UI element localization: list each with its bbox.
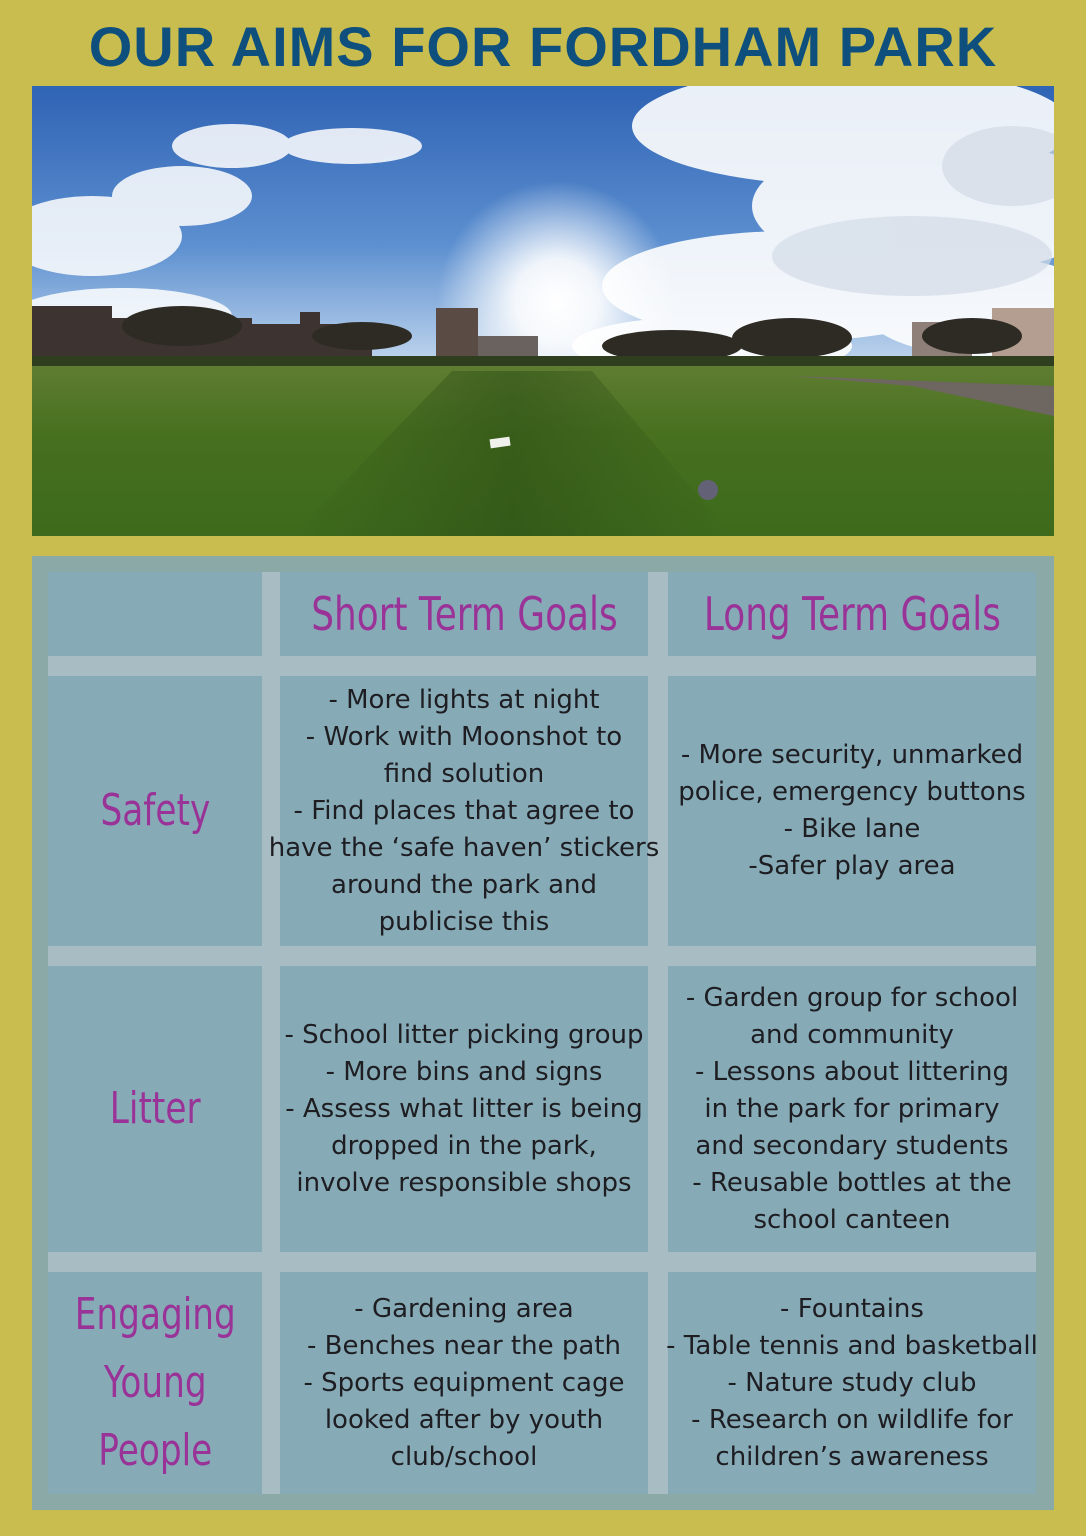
litter-short-term xyxy=(280,966,648,1252)
goals-table xyxy=(48,572,1036,1494)
goal-line: police, emergency buttons xyxy=(678,777,1026,807)
goal-line: - School litter picking group xyxy=(284,1019,644,1050)
row-label-text: People xyxy=(97,1425,213,1476)
goal-line: - Research on wildlife for xyxy=(691,1404,1013,1435)
park-landscape-icon xyxy=(32,86,1054,536)
goal-line: publicise this xyxy=(378,906,550,937)
goals-panel xyxy=(32,556,1054,1510)
goal-line: - Benches near the path xyxy=(307,1330,621,1361)
goal-line: have the ‘safe haven’ stickers xyxy=(268,832,660,863)
goal-line: - Nature study club xyxy=(727,1367,977,1398)
goal-line: - Bike lane xyxy=(783,814,921,844)
table-corner-cell xyxy=(48,572,262,656)
goal-line: - Gardening area xyxy=(354,1293,574,1324)
goal-line: - Reusable bottles at the xyxy=(692,1167,1012,1198)
goal-line: in the park for primary xyxy=(704,1093,1000,1124)
goal-line: - Work with Moonshot to xyxy=(305,721,623,752)
header-long-term-label: Long Term Goals xyxy=(703,587,1001,641)
row-label-safety xyxy=(48,676,262,946)
goal-line: - More bins and signs xyxy=(325,1056,603,1087)
header-short-term xyxy=(280,572,648,656)
row-label-litter xyxy=(48,966,262,1252)
goal-line: - Assess what litter is being xyxy=(285,1093,643,1124)
page-title: OUR AIMS FOR FORDHAM PARK xyxy=(88,15,998,78)
goal-line: - More security, unmarked xyxy=(680,740,1024,770)
goal-line: find solution xyxy=(383,758,545,789)
park-photo xyxy=(32,86,1054,536)
goal-line: - Sports equipment cage xyxy=(303,1367,625,1398)
row-label-text: Litter xyxy=(109,1083,201,1134)
safety-short-term xyxy=(268,676,660,946)
header-short-term-label: Short Term Goals xyxy=(310,587,618,641)
goal-line: -Safer play area xyxy=(748,851,956,881)
header-long-term xyxy=(668,572,1036,656)
goal-line: - Fountains xyxy=(780,1293,924,1324)
goal-line: looked after by youth xyxy=(324,1404,604,1435)
litter-long-term xyxy=(668,966,1036,1252)
goal-line: and secondary students xyxy=(695,1130,1009,1161)
goal-line: - Table tennis and basketball xyxy=(666,1330,1038,1361)
goal-line: around the park and xyxy=(331,869,597,900)
row-label-text: Young xyxy=(103,1357,207,1408)
goal-line: - More lights at night xyxy=(328,684,600,715)
safety-long-term xyxy=(668,676,1036,946)
row-label-text: Safety xyxy=(100,785,210,836)
goal-line: dropped in the park, xyxy=(331,1130,597,1161)
row-label-text: Engaging xyxy=(74,1289,236,1340)
goal-line: - Find places that agree to xyxy=(293,795,635,826)
goal-line: involve responsible shops xyxy=(296,1167,632,1198)
goal-line: children’s awareness xyxy=(715,1441,989,1472)
goal-line: and community xyxy=(750,1019,954,1050)
row-label-engaging-young-people xyxy=(48,1272,262,1494)
goal-line: club/school xyxy=(390,1441,538,1472)
goal-line: school canteen xyxy=(753,1204,951,1235)
goal-line: - Garden group for school xyxy=(685,982,1019,1013)
engaging-short-term xyxy=(280,1272,648,1494)
engaging-long-term xyxy=(668,1272,1036,1494)
goal-line: - Lessons about littering xyxy=(695,1056,1009,1087)
